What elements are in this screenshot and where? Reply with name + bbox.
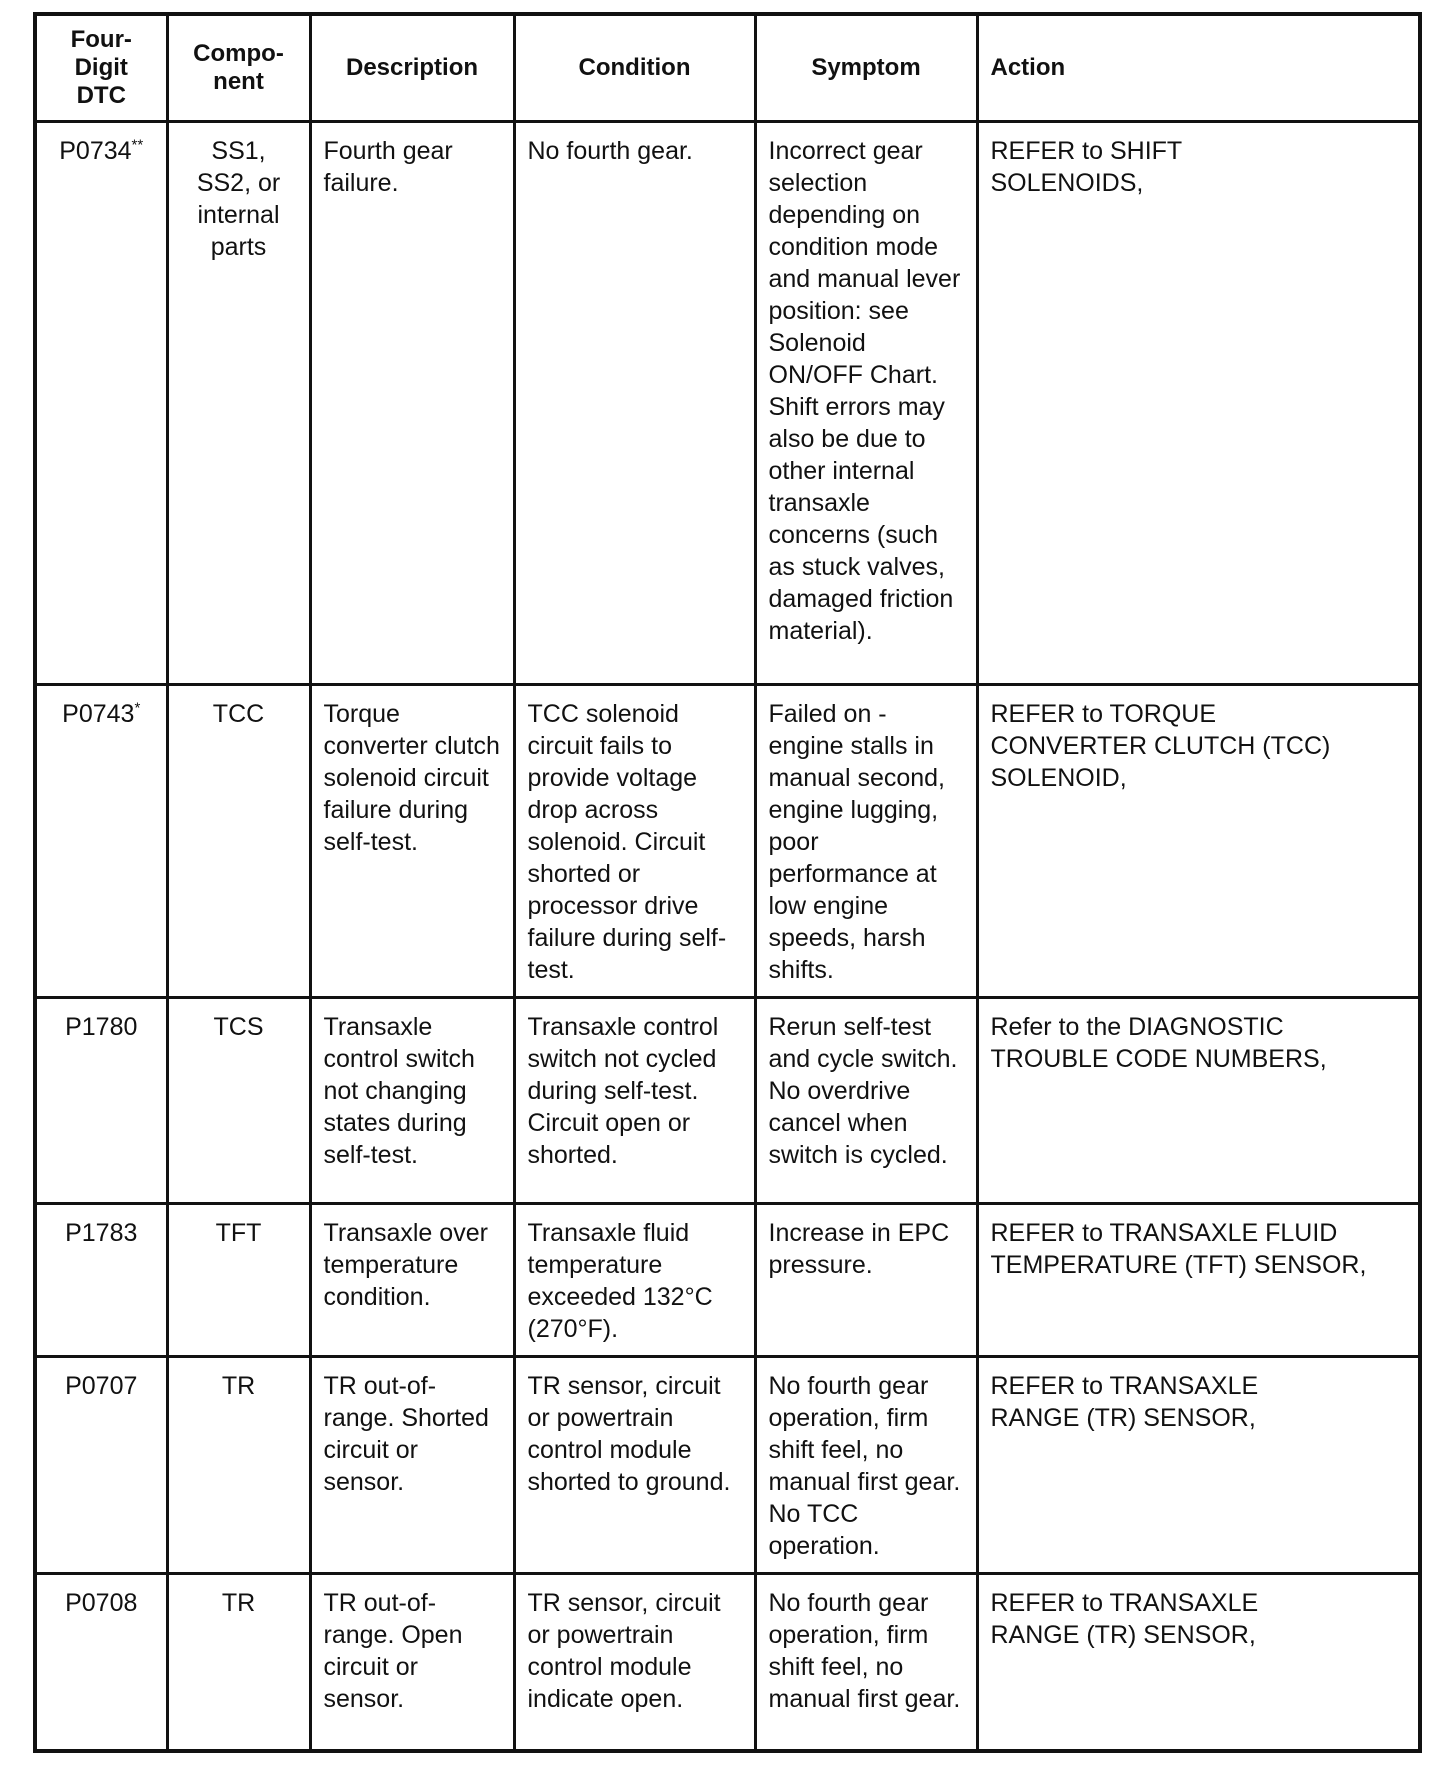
dtc-code-cell <box>35 1204 167 1357</box>
dtc-code: P0743 <box>62 700 135 728</box>
table-row <box>35 1357 1420 1574</box>
dtc-code-cell <box>35 998 167 1204</box>
condition-cell: Transaxle control switch not cycled during self-test. Circuit open or shorted. <box>514 998 755 1204</box>
table-row <box>35 685 1420 998</box>
description-cell: Torque converter clutch solenoid circuit failure during self-test. <box>310 685 514 998</box>
header-description: Description <box>310 14 514 122</box>
header-condition: Condition <box>514 14 755 122</box>
condition-cell: TR sensor, circuit or powertrain control module indicate open. <box>514 1574 755 1751</box>
component-cell: TCC <box>167 685 310 998</box>
condition-cell: Transaxle fluid temperature exceeded 132°C (270°F). <box>514 1204 755 1357</box>
table-row <box>35 1204 1420 1357</box>
action-cell: REFER to TRANSAXLE RANGE (TR) SENSOR, <box>977 1574 1420 1751</box>
symptom-cell: No fourth gear operation, firm shift feel, no manual first gear. No TCC operation. <box>755 1357 977 1574</box>
header-symptom: Symptom <box>755 14 977 122</box>
dtc-code: P1780 <box>65 1013 138 1041</box>
dtc-code-cell <box>35 122 167 685</box>
dtc-code: P1783 <box>65 1219 138 1247</box>
description-cell: TR out-of-range. Open circuit or sensor. <box>310 1574 514 1751</box>
symptom-cell: Incorrect gear selection depending on condition mode and manual lever position: see Solenoid ON/OFF Chart. Shift errors may also be due to other internal transaxle concerns (such as stuck valves, damaged friction material). <box>755 122 977 685</box>
action-cell: Refer to the DIAGNOSTIC TROUBLE CODE NUMBERS, <box>977 998 1420 1204</box>
dtc-code-cell <box>35 685 167 998</box>
component-cell: TR <box>167 1357 310 1574</box>
component-cell: TCS <box>167 998 310 1204</box>
symptom-cell: Rerun self-test and cycle switch. No overdrive cancel when switch is cycled. <box>755 998 977 1204</box>
dtc-footnote-mark: ** <box>131 136 144 154</box>
table-row <box>35 122 1420 685</box>
condition-cell: TCC solenoid circuit fails to provide voltage drop across solenoid. Circuit shorted or processor drive failure during self-test. <box>514 685 755 998</box>
component-cell: SS1, SS2, or internal parts <box>167 122 310 685</box>
condition-cell: No fourth gear. <box>514 122 755 685</box>
description-cell: Fourth gear failure. <box>310 122 514 685</box>
dtc-code-cell <box>35 1574 167 1751</box>
dtc-table <box>33 12 1422 1753</box>
description-cell: TR out-of-range. Shorted circuit or sensor. <box>310 1357 514 1574</box>
header-component: Compo-nent <box>167 14 310 122</box>
table-row <box>35 998 1420 1204</box>
action-cell: REFER to TRANSAXLE FLUID TEMPERATURE (TFT) SENSOR, <box>977 1204 1420 1357</box>
dtc-footnote-mark: * <box>134 699 141 717</box>
table-header-row <box>35 14 1420 122</box>
table-row <box>35 1574 1420 1751</box>
dtc-code: P0707 <box>65 1372 138 1400</box>
dtc-code: P0734 <box>59 137 132 165</box>
dtc-code-cell <box>35 1357 167 1574</box>
action-cell: REFER to TRANSAXLE RANGE (TR) SENSOR, <box>977 1357 1420 1574</box>
component-cell: TR <box>167 1574 310 1751</box>
component-cell: TFT <box>167 1204 310 1357</box>
symptom-cell: No fourth gear operation, firm shift feel, no manual first gear. <box>755 1574 977 1751</box>
condition-cell: TR sensor, circuit or powertrain control module shorted to ground. <box>514 1357 755 1574</box>
action-cell: REFER to TORQUE CONVERTER CLUTCH (TCC) SOLENOID, <box>977 685 1420 998</box>
symptom-cell: Failed on - engine stalls in manual second, engine lugging, poor performance at low engine speeds, harsh shifts. <box>755 685 977 998</box>
action-cell: REFER to SHIFT SOLENOIDS, <box>977 122 1420 685</box>
description-cell: Transaxle control switch not changing states during self-test. <box>310 998 514 1204</box>
description-cell: Transaxle over temperature condition. <box>310 1204 514 1357</box>
symptom-cell: Increase in EPC pressure. <box>755 1204 977 1357</box>
header-four-digit-dtc: Four-Digit DTC <box>35 14 167 122</box>
dtc-code: P0708 <box>65 1589 138 1617</box>
header-action: Action <box>977 14 1420 122</box>
